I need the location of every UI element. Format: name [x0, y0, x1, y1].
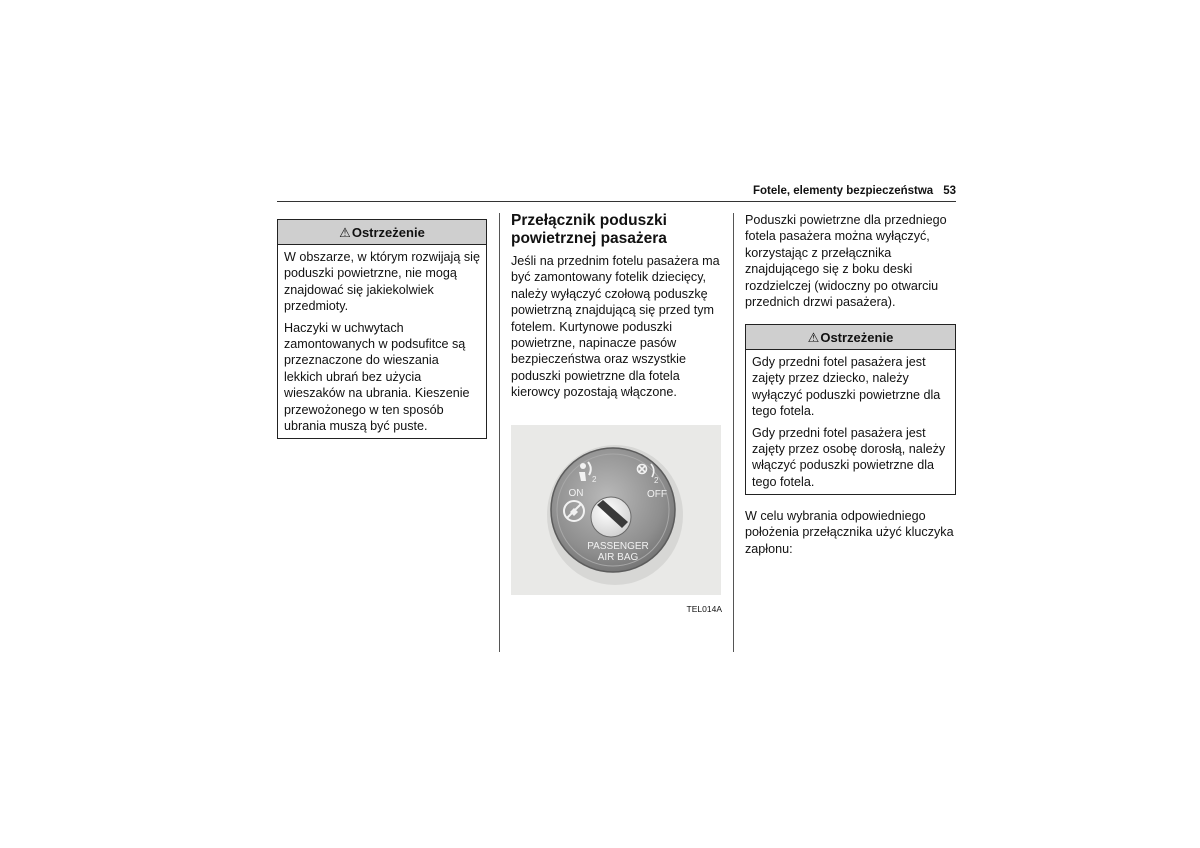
warning-paragraph: Gdy przedni fotel pasażera jest zajęty przez osobę dorosłą, należy włączyć poduszki powietrzne dla tego fotela.	[752, 425, 946, 489]
seat-number-on: 2	[592, 475, 597, 484]
warning-paragraph: W obszarze, w którym rozwijają się poduszki powietrzne, nie mogą znajdować się jakiekolwiek przedmioty.	[284, 250, 480, 314]
warning-paragraph: Haczyki w uchwytach zamontowanych w podsufitce są przeznaczone do wieszania lekkich ubrań bez użycia wieszaków na ubrania. Kieszenie przewożonego w ten sposób ubrania muszą być puste.	[284, 320, 470, 434]
passenger-label: PASSENGER	[587, 541, 649, 552]
page-number: 53	[943, 185, 956, 197]
section-heading: Przełącznik poduszki powietrznej pasażera	[511, 212, 667, 247]
airbag-label: AIR BAG	[597, 552, 639, 563]
warning-title: Ostrzeżenie	[351, 225, 425, 240]
warning-title: Ostrzeżenie	[820, 330, 894, 345]
body-paragraph: Jeśli na przednim fotelu pasażera ma być zamontowany fotelik dziecięcy, należy wyłączyć czołową poduszkę powietrzną znajdującą się przed tym fotelem. Kurtynowe poduszki powietrzne, napinacze pasów bezpieczeństwa oraz wszystkie poduszki powietrzne dla fotela kierowcy pozostają włączone.	[511, 254, 720, 400]
left-warning-box	[277, 219, 487, 439]
warning-body	[278, 245, 486, 438]
warning-triangle-icon: ⚠	[339, 225, 351, 240]
page-header	[277, 185, 956, 202]
airbag-switch-photo	[511, 425, 721, 595]
intro-paragraph: Poduszki powietrzne dla przedniego fotela pasażera można wyłączyć, korzystając z przełącznika znajdującego się z boku deski rozdzielczej (widoczny po otwarciu przednich drzwi pasażera).	[745, 213, 947, 310]
warning-paragraph: Gdy przedni fotel pasażera jest zajęty przez dziecko, należy wyłączyć poduszki powietrzne dla tego fotela.	[752, 355, 941, 419]
outro-paragraph: W celu wybrania odpowiedniego położenia przełącznika użyć kluczyka zapłonu:	[745, 509, 954, 556]
off-label: OFF	[647, 489, 667, 500]
airbag-switch-illustration	[511, 425, 721, 595]
warning-header	[278, 220, 486, 245]
seat-number-off: 2	[654, 476, 659, 485]
column-divider-left	[499, 213, 500, 652]
warning-body	[746, 350, 955, 494]
figure-caption: TEL014A	[686, 604, 722, 614]
column-divider-right	[733, 213, 734, 652]
header-divider	[277, 201, 956, 202]
warning-header	[746, 325, 955, 350]
warning-triangle-icon: ⚠	[807, 330, 820, 345]
on-label: ON	[568, 488, 584, 499]
right-warning-box	[745, 324, 956, 495]
section-title: Fotele, elementy bezpieczeństwa	[752, 185, 934, 197]
